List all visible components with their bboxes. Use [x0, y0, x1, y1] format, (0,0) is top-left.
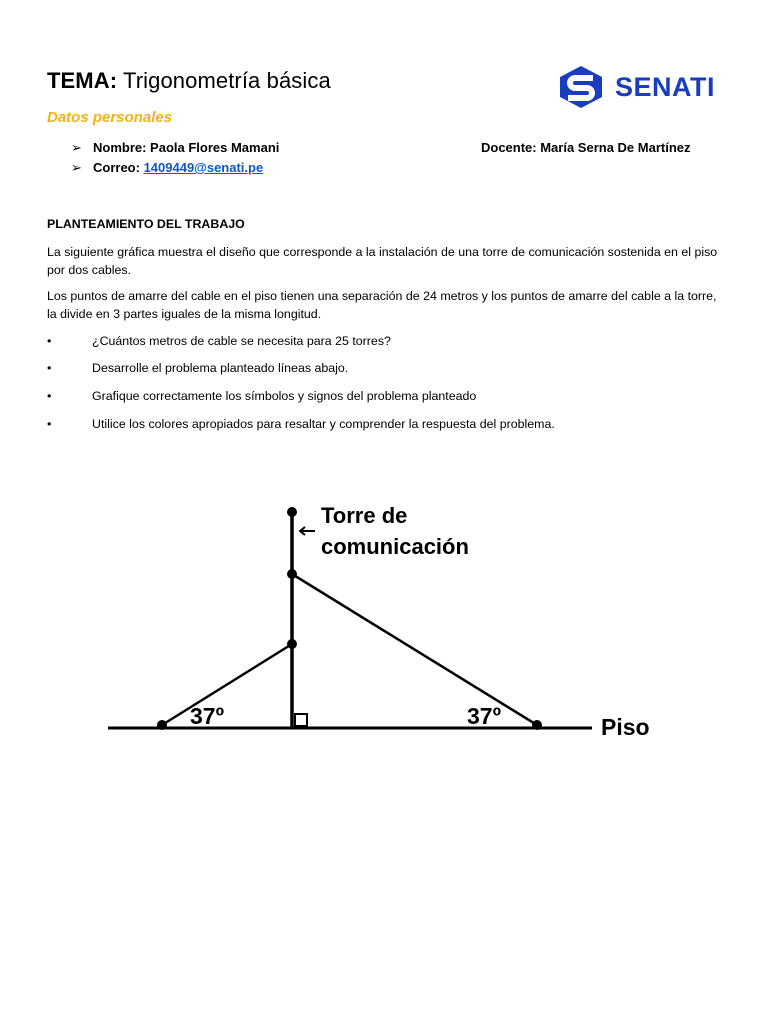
section-heading: PLANTEAMIENTO DEL TRABAJO — [47, 217, 245, 231]
tower-label-line1: Torre de — [321, 503, 408, 528]
tower-label-line2: comunicación — [321, 534, 469, 559]
info-email — [71, 160, 263, 176]
list-item — [47, 417, 555, 431]
list-item — [47, 334, 391, 348]
info-name — [71, 140, 279, 156]
bullet-text: Desarrolle el problema planteado líneas abajo. — [92, 361, 349, 375]
info-teacher — [481, 140, 691, 155]
paragraph-1: La siguiente gráfica muestra el diseño que corresponde a la instalación de una torre de comunicación sostenida en el piso por dos cables. — [47, 245, 718, 277]
bullet-dot-icon: • — [47, 334, 52, 348]
bullet-text: Utilice los colores apropiados para resaltar y comprender la respuesta del problema. — [92, 417, 555, 431]
bullet-dot-icon: • — [47, 417, 52, 431]
senati-emblem-icon — [556, 64, 606, 110]
right-angle-mark — [295, 714, 307, 726]
bullet-dot-icon: • — [47, 361, 52, 375]
paragraph-2: Los puntos de amarre del cable en el piso tienen una separación de 24 metros y los puntos de amarre del cable a la torre, la divide en 3 partes iguales de la misma longitud. — [47, 289, 717, 321]
right-ground-point — [532, 720, 542, 730]
list-item — [47, 389, 476, 403]
angle-left-label: 37º — [190, 703, 224, 729]
email-label: Correo: — [93, 160, 144, 175]
tower-diagram — [100, 496, 670, 756]
upper-anchor-point — [287, 569, 297, 579]
list-item — [47, 361, 348, 375]
bullet-text: ¿Cuántos metros de cable se necesita para 25 torres? — [92, 334, 391, 348]
floor-label: Piso — [601, 714, 650, 740]
title-text: Trigonometría básica — [117, 68, 331, 93]
angle-right-label: 37º — [467, 703, 501, 729]
student-name: Nombre: Paola Flores Mamani — [93, 140, 280, 155]
senati-logo — [556, 64, 715, 110]
bullet-text: Grafique correctamente los símbolos y signos del problema planteado — [92, 389, 477, 403]
logo-text: SENATI — [615, 71, 716, 102]
title-prefix: TEMA: — [47, 68, 118, 93]
left-ground-point — [157, 720, 167, 730]
email-link[interactable]: 1409449@senati.pe — [143, 160, 264, 175]
page-title — [47, 68, 331, 94]
left-cable — [162, 644, 292, 725]
lower-anchor-point — [287, 639, 297, 649]
bullet-dot-icon: • — [47, 389, 52, 403]
teacher-name: Docente: María Serna De Martínez — [481, 140, 691, 155]
arrow-bullet-icon: ➢ — [71, 160, 82, 175]
subtitle-datos-personales: Datos personales — [47, 109, 173, 126]
arrow-bullet-icon: ➢ — [71, 140, 82, 155]
tower-top-point — [287, 507, 297, 517]
